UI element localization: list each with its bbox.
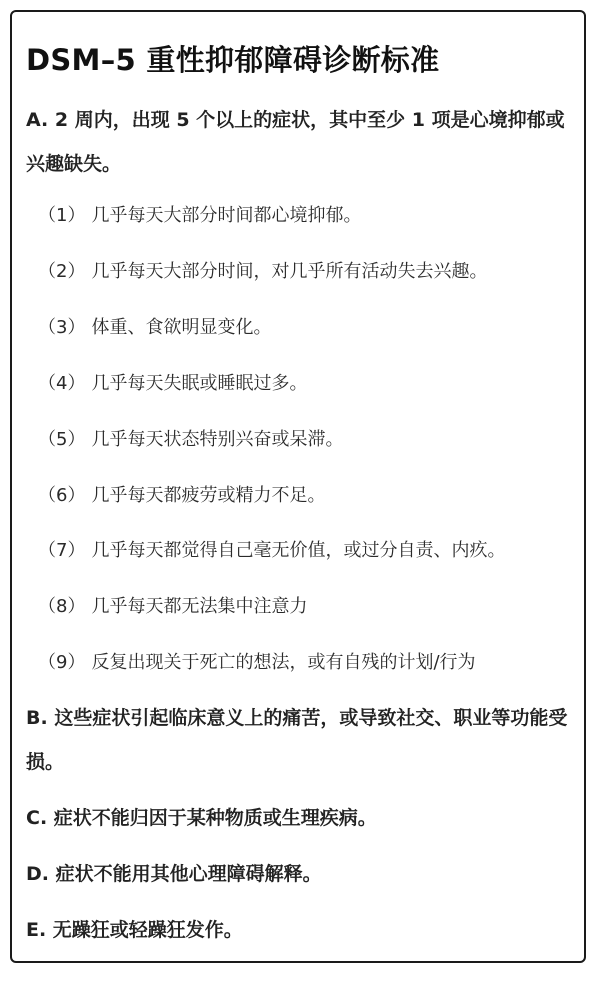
symptom-item-9 [38, 648, 476, 678]
symptom-text: 几乎每天失眠或睡眠过多。 [91, 373, 308, 394]
symptom-text: 体重、食欲明显变化。 [91, 317, 272, 338]
criterion-e: E. 无躁狂或轻躁狂发作。 [26, 919, 243, 941]
symptom-number: （1） [38, 205, 86, 226]
symptom-text: 反复出现关于死亡的想法，或有自残的计划/行为 [91, 652, 476, 673]
symptom-number: （8） [38, 596, 86, 617]
symptom-number: （4） [38, 373, 86, 394]
symptom-text: 几乎每天状态特别兴奋或呆滞。 [91, 429, 344, 450]
criterion-c: C. 症状不能归因于某种物质或生理疾病。 [26, 807, 377, 829]
symptom-text: 几乎每天大部分时间，对几乎所有活动失去兴趣。 [91, 261, 488, 282]
symptom-item-4 [38, 369, 307, 399]
symptom-item-1 [38, 201, 361, 231]
symptom-text: 几乎每天都觉得自己毫无价值，或过分自责、内疚。 [91, 540, 506, 561]
symptom-number: （2） [38, 261, 86, 282]
criterion-a: A. 2 周内，出现 5 个以上的症状，其中至少 1 项是心境抑郁或兴趣缺失。 [26, 109, 565, 175]
criterion-d: D. 症状不能用其他心理障碍解释。 [26, 863, 322, 885]
symptom-number: （6） [38, 485, 86, 506]
symptom-text: 几乎每天大部分时间都心境抑郁。 [91, 205, 362, 226]
symptom-item-3 [38, 313, 271, 343]
symptom-item-5 [38, 425, 343, 455]
symptom-text: 几乎每天都无法集中注意力 [91, 596, 308, 617]
symptom-item-6 [38, 481, 325, 511]
symptom-number: （7） [38, 540, 86, 561]
symptom-number: （5） [38, 429, 86, 450]
symptom-item-7 [38, 536, 505, 566]
symptom-text: 几乎每天都疲劳或精力不足。 [91, 485, 326, 506]
criteria-card [10, 10, 586, 963]
symptom-item-2 [38, 257, 487, 287]
symptom-number: （3） [38, 317, 86, 338]
page-title: DSM–5 重性抑郁障碍诊断标准 [26, 43, 440, 77]
symptom-item-8 [38, 592, 307, 622]
symptom-number: （9） [38, 652, 86, 673]
criterion-b: B. 这些症状引起临床意义上的痛苦，或导致社交、职业等功能受损。 [26, 707, 568, 773]
